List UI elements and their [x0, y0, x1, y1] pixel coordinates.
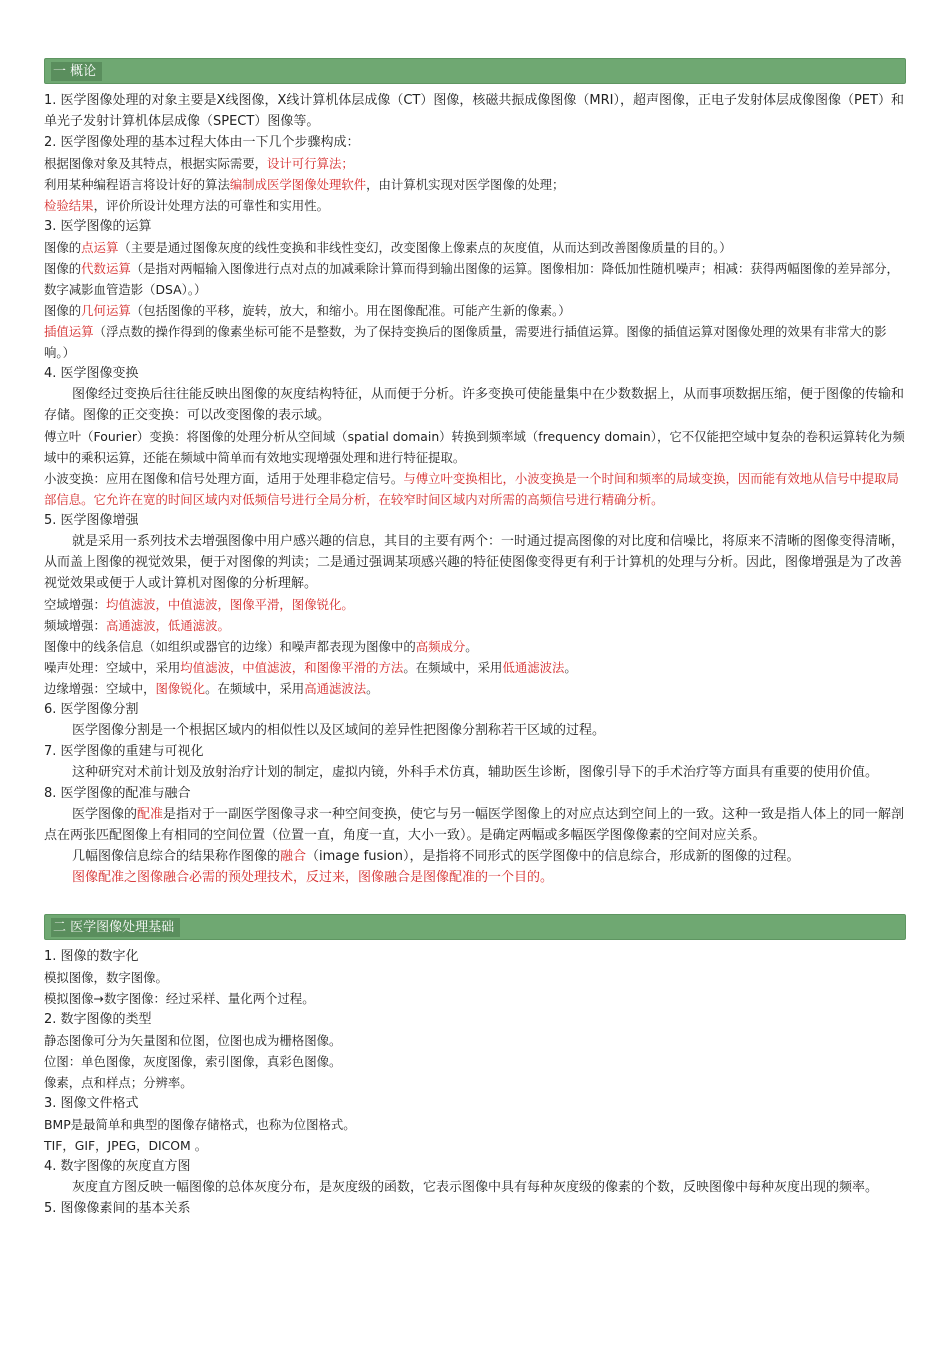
highlight-paragraph: 图像配准之图像融合必需的预处理技术，反过来，图像融合是图像配准的一个目的。: [72, 870, 554, 885]
text: 空域增强：: [44, 597, 106, 612]
text: 是指对于一副医学图像寻求一种空间变换，使它与另一幅医学图像上的对应点达到空间上的一致。这种一致是指人体上的同一解剖点在两张匹配图像上有相同的空间位置（位置一直，角度一直，大小一致）。是确定两幅或多幅医学图像像素的空间对应关系。: [44, 807, 905, 843]
highlight-text: 低通滤波法: [502, 660, 565, 675]
text: （浮点数的操作得到的像素坐标可能不是整数，为了保持变换后的图像质量，需要进行插值运算。图像的插值运算对图像处理的效果有非常大的影响。）: [44, 324, 887, 360]
item-heading: 4. 数字图像的灰度直方图: [44, 1159, 191, 1174]
text: 边缘增强：空域中，: [44, 681, 156, 696]
highlight-text: 几何运算: [81, 303, 131, 318]
text: 图像的: [44, 261, 82, 276]
item-heading: 2. 数字图像的类型: [44, 1012, 152, 1027]
paragraph: [44, 321, 906, 363]
item-heading: 5. 医学图像增强: [44, 513, 139, 528]
paragraph: 医学图像分割是一个根据区域内的相似性以及区域间的差异性把图像分割称若干区域的过程。: [72, 723, 606, 738]
item-heading: 3. 图像文件格式: [44, 1096, 139, 1111]
paragraph: 静态图像可分为矢量图和位图，位图也成为栅格图像。: [44, 1033, 342, 1048]
item-heading: 1. 图像的数字化: [44, 949, 139, 964]
text: 医学图像的: [72, 807, 138, 822]
highlight-text: 插值运算: [44, 324, 94, 339]
text: 。在频域中，采用: [403, 660, 503, 675]
section-title: 一 概论: [51, 62, 102, 81]
section-header-overview: [44, 58, 906, 84]
highlight-text: 融合: [280, 849, 307, 864]
paragraph: 这种研究对术前计划及放射治疗计划的制定，虚拟内镜，外科手术仿真，辅助医生诊断，图像引导下的手术治疗等方面具有重要的使用价值。: [72, 765, 879, 780]
highlight-text: 代数运算: [81, 261, 131, 276]
text: 。: [465, 639, 478, 654]
document-page: [44, 58, 906, 1219]
section-title: 二 医学图像处理基础: [51, 918, 180, 937]
paragraph: BMP是最简单和典型的图像存储格式，也称为位图格式。: [44, 1117, 356, 1132]
text: 几幅图像信息综合的结果称作图像的: [72, 849, 281, 864]
text: （是指对两幅输入图像进行点对点的加减乘除计算而得到输出图像的运算。图像相加：降低加性随机噪声；相减：获得两幅图像的差异部分，数字减影血管造影（DSA）。）: [44, 261, 899, 297]
paragraph: 模拟图像→数字图像：经过采样、量化两个过程。: [44, 991, 315, 1006]
text: （主要是通过图像灰度的线性变换和非线性变幻，改变图像上像素点的灰度值，从而达到改善图像质量的目的。）: [118, 240, 732, 255]
paragraph: [44, 237, 906, 258]
highlight-text: 设计可行算法；: [267, 156, 354, 171]
paragraph: 就是采用一系列技术去增强图像中用户感兴趣的信息，其目的主要有两个：一时通过提高图像的对比度和信噪比，将原来不清晰的图像变得清晰，从而盖上图像的视觉效果，便于对图像的判读；二是通过强调某项感兴趣的特征使图像变得更有利于计算机的处理与分析。因此，图像增强是为了改善视觉效果或便于人或计算机对图像的分析理解。: [44, 534, 905, 591]
highlight-text: 高频成分: [415, 639, 466, 654]
paragraph: [44, 846, 906, 867]
highlight-text: 配准: [137, 807, 164, 822]
highlight-text: 点运算: [81, 240, 119, 255]
highlight-text: 均值滤波，中值滤波，和图像平滑的方法: [180, 660, 404, 675]
text: 噪声处理：空域中，采用: [44, 660, 181, 675]
highlight-text: 检验结果: [44, 198, 94, 213]
paragraph: [44, 615, 906, 636]
paragraph: [44, 153, 906, 174]
text: 。: [366, 681, 379, 696]
text: （包括图像的平移，旋转，放大，和缩小。用在图像配准。可能产生新的像素。）: [130, 303, 571, 318]
highlight-text: 均值滤波，中值滤波，图像平滑，图像锐化。: [105, 597, 354, 612]
highlight-text: 编制成医学图像处理软件: [229, 177, 367, 192]
text: 利用某种编程语言将设计好的算法: [44, 177, 230, 192]
item-heading: 6. 医学图像分割: [44, 702, 139, 717]
text: 小波变换：应用在图像和信号处理方面，适用于处理非稳定信号。: [44, 471, 404, 486]
paragraph: [44, 468, 906, 510]
paragraph: 1. 医学图像处理的对象主要是X线图像，X线计算机体层成像（CT）图像，核磁共振成像图像（MRI），超声图像，正电子发射体层成像图像（PET）和单光子发射计算机体层成像（SPECT）图像等。: [44, 93, 904, 129]
item-heading: 4. 医学图像变换: [44, 366, 139, 381]
paragraph: [44, 594, 906, 615]
text: 图像的: [44, 240, 82, 255]
text: （image fusion），是指将不同形式的医学图像中的信息综合，形成新的图像的过程。: [306, 849, 800, 864]
paragraph: 灰度直方图反映一幅图像的总体灰度分布，是灰度级的函数，它表示图像中具有每种灰度级的像素的个数，反映图像中每种灰度出现的频率。: [72, 1180, 879, 1195]
item-heading: 5. 图像像素间的基本关系: [44, 1201, 191, 1216]
paragraph: TIF，GIF，JPEG，DICOM 。: [44, 1138, 208, 1153]
paragraph: [44, 657, 906, 678]
text: ，评价所设计处理方法的可靠性和实用性。: [93, 198, 329, 213]
paragraph: [44, 258, 906, 300]
text: ，由计算机实现对医学图像的处理；: [366, 177, 565, 192]
highlight-text: 高通滤波法: [304, 681, 367, 696]
text: 图像中的线条信息（如组织或器官的边缘）和噪声都表现为图像中的: [44, 639, 416, 654]
text: 图像的: [44, 303, 82, 318]
paragraph: [44, 195, 906, 216]
paragraph: 图像经过变换后往往能反映出图像的灰度结构特征，从而便于分析。许多变换可使能量集中在少数数据上，从而事项数据压缩，便于图像的传输和存储。图像的正交变换：可以改变图像的表示域。: [44, 387, 905, 423]
text: 。: [564, 660, 577, 675]
text: 频域增强：: [44, 618, 106, 633]
item-heading: 3. 医学图像的运算: [44, 219, 152, 234]
paragraph: [44, 174, 906, 195]
paragraph: [44, 678, 906, 699]
paragraph: [44, 804, 906, 846]
paragraph: 傅立叶（Fourier）变换：将图像的处理分析从空间域（spatial domain）转换到频率域（frequency domain），它不仅能把空域中复杂的卷积运算转化为频域中的乘积运算，还能在频域中简单而有效地实现增强处理和进行特征提取。: [44, 429, 905, 465]
item-heading: 2. 医学图像处理的基本过程大体由一下几个步骤构成：: [44, 135, 360, 150]
highlight-text: 与傅立叶变换相比，小波变换是一个时间和频率的局域变换，因而能有效地从信号中提取局部信息。它允许在宽的时间区域内对低频信号进行全局分析，在较窄时间区域内对所需的高频信号进行精确分析。: [44, 471, 899, 507]
paragraph: 位图：单色图像，灰度图像，索引图像，真彩色图像。: [44, 1054, 342, 1069]
text: 。在频域中，采用: [205, 681, 305, 696]
paragraph: 像素，点和样点；分辨率。: [44, 1075, 193, 1090]
item-heading: 7. 医学图像的重建与可视化: [44, 744, 204, 759]
paragraph: [44, 636, 906, 657]
paragraph: 模拟图像，数字图像。: [44, 970, 168, 985]
highlight-text: 图像锐化: [155, 681, 206, 696]
item-heading: 8. 医学图像的配准与融合: [44, 786, 191, 801]
text: 根据图像对象及其特点，根据实际需要，: [44, 156, 268, 171]
highlight-text: 高通滤波，低通滤波。: [105, 618, 230, 633]
paragraph: [44, 300, 906, 321]
section-header-basics: [44, 914, 906, 940]
